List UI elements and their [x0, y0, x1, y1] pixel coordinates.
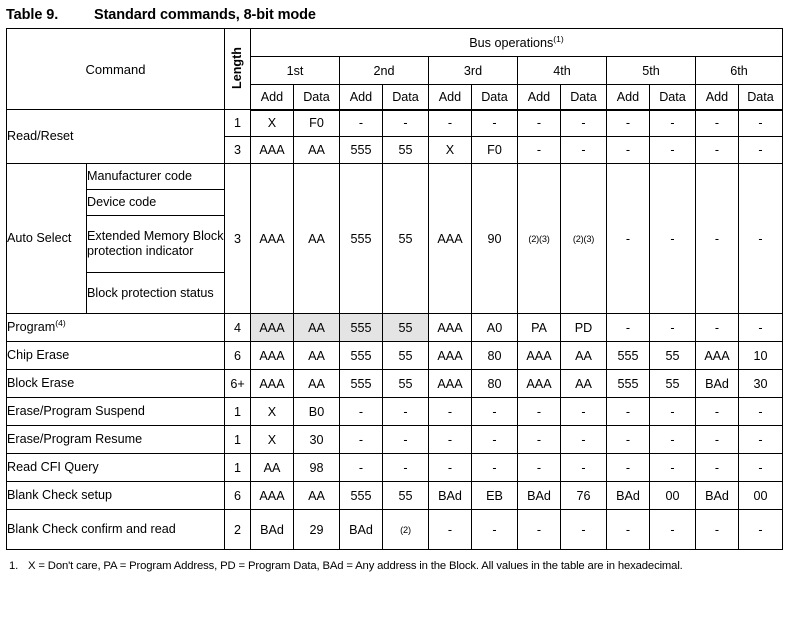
header-add-3: Add: [429, 85, 472, 110]
cell-4-add: -: [518, 137, 561, 164]
table-row: [7, 314, 783, 342]
cell-1-data: 30: [294, 426, 340, 454]
footnote-1-number: 1.: [9, 560, 19, 572]
cell-6-add: -: [696, 454, 739, 482]
cell-6-data: 30: [739, 370, 783, 398]
cell-6-data: 00: [739, 482, 783, 510]
cell-2-add: 555: [340, 370, 383, 398]
cell-4-add: -: [518, 510, 561, 550]
header-data-2: Data: [383, 85, 429, 110]
cell-2-data: 55: [383, 370, 429, 398]
cell-1-add: X: [251, 398, 294, 426]
cell-2-data: -: [383, 398, 429, 426]
row-label-blank-check-setup: Blank Check setup: [7, 482, 225, 510]
row-label-read-cfi-query: Read CFI Query: [7, 454, 225, 482]
cell-1-data: 98: [294, 454, 340, 482]
cell-3-add: AAA: [429, 370, 472, 398]
cell-2-add: 555: [340, 137, 383, 164]
cell-3-data: -: [472, 398, 518, 426]
cell-3-add: -: [429, 110, 472, 137]
row-sublabel-extended-memory-block-protection-indicator: Extended Memory Block protection indicator: [87, 216, 225, 273]
cell-1-data: AA: [294, 482, 340, 510]
cell-2-data: 55: [383, 482, 429, 510]
cell-5-add: -: [607, 454, 650, 482]
header-op-2nd: 2nd: [340, 57, 429, 85]
cell-5-data: 55: [650, 370, 696, 398]
cell-5-add: -: [607, 510, 650, 550]
header-data-3: Data: [472, 85, 518, 110]
header-op-4th: 4th: [518, 57, 607, 85]
cell-3-data: F0: [472, 137, 518, 164]
cell-5-data: 00: [650, 482, 696, 510]
cell-5-add: -: [607, 110, 650, 137]
standard-commands-table: [6, 28, 783, 550]
row-label-erase-program-resume: Erase/Program Resume: [7, 426, 225, 454]
cell-3-data: 80: [472, 370, 518, 398]
cell-4-add: PA: [518, 314, 561, 342]
cell-6-add: AAA: [696, 342, 739, 370]
row-label-auto-select: Auto Select: [7, 164, 87, 314]
cell-4-data: PD: [561, 314, 607, 342]
row-label-block-erase: Block Erase: [7, 370, 225, 398]
cell-5-data: -: [650, 110, 696, 137]
table-row: [7, 164, 783, 190]
cell-5-add: 555: [607, 342, 650, 370]
cell-3-add: -: [429, 426, 472, 454]
cell-1-data: AA: [294, 342, 340, 370]
cell-3-add: X: [429, 137, 472, 164]
cell-2-data: -: [383, 426, 429, 454]
cell-2-add: 555: [340, 482, 383, 510]
cell-5-add: BAd: [607, 482, 650, 510]
cell-length: 6+: [225, 370, 251, 398]
table-footnotes: [6, 559, 776, 573]
cell-6-data: -: [739, 426, 783, 454]
cell-2-data: -: [383, 110, 429, 137]
table-caption: [0, 0, 788, 28]
cell-1-data: F0: [294, 110, 340, 137]
cell-5-data: -: [650, 164, 696, 314]
cell-length: 1: [225, 398, 251, 426]
cell-6-add: -: [696, 164, 739, 314]
header-add-6: Add: [696, 85, 739, 110]
cell-5-add: -: [607, 398, 650, 426]
cell-1-data: AA: [294, 137, 340, 164]
header-row-group: [7, 29, 783, 57]
cell-2-data: 55: [383, 314, 429, 342]
cell-length: 4: [225, 314, 251, 342]
footnote-1: [6, 559, 776, 573]
cell-2-data: 55: [383, 164, 429, 314]
cell-3-data: -: [472, 426, 518, 454]
cell-4-data: -: [561, 510, 607, 550]
cell-4-add: (2)(3): [518, 164, 561, 314]
cell-1-add: AAA: [251, 342, 294, 370]
cell-3-add: -: [429, 510, 472, 550]
cell-length: 2: [225, 510, 251, 550]
cell-4-data: -: [561, 398, 607, 426]
cell-5-data: -: [650, 426, 696, 454]
cell-3-add: AAA: [429, 314, 472, 342]
cell-3-data: -: [472, 110, 518, 137]
cell-6-add: -: [696, 110, 739, 137]
table-row: [7, 454, 783, 482]
header-data-4: Data: [561, 85, 607, 110]
cell-1-add: AAA: [251, 482, 294, 510]
cell-1-add: AAA: [251, 137, 294, 164]
header-bus-operations: [251, 29, 783, 57]
cell-5-add: -: [607, 314, 650, 342]
cell-6-data: -: [739, 398, 783, 426]
cell-1-data: 29: [294, 510, 340, 550]
cell-4-data: AA: [561, 370, 607, 398]
row-sublabel-manufacturer-code: Manufacturer code: [87, 164, 225, 190]
cell-6-add: -: [696, 137, 739, 164]
cell-4-add: BAd: [518, 482, 561, 510]
cell-6-add: -: [696, 398, 739, 426]
cell-5-add: -: [607, 426, 650, 454]
cell-3-data: 80: [472, 342, 518, 370]
row-label-program-text: Program: [7, 320, 56, 335]
cell-length: 1: [225, 426, 251, 454]
table-row: [7, 110, 783, 137]
cell-4-add: -: [518, 110, 561, 137]
header-op-1st: 1st: [251, 57, 340, 85]
cell-6-data: 10: [739, 342, 783, 370]
cell-6-data: -: [739, 110, 783, 137]
header-add-1: Add: [251, 85, 294, 110]
cell-6-add: -: [696, 314, 739, 342]
cell-4-add: -: [518, 398, 561, 426]
cell-4-data: -: [561, 110, 607, 137]
cell-6-data: -: [739, 164, 783, 314]
table-row: [7, 426, 783, 454]
cell-6-add: BAd: [696, 482, 739, 510]
row-label-read-reset: Read/Reset: [7, 110, 225, 164]
table-row: [7, 370, 783, 398]
footnote-1-text: X = Don't care, PA = Program Address, PD = Program Data, BAd = Any address in the Block. All values in the table are in hexadecimal.: [28, 560, 683, 572]
cell-2-add: 555: [340, 164, 383, 314]
cell-1-data: B0: [294, 398, 340, 426]
cell-3-add: BAd: [429, 482, 472, 510]
cell-2-add: -: [340, 426, 383, 454]
header-add-4: Add: [518, 85, 561, 110]
cell-3-add: -: [429, 398, 472, 426]
cell-6-data: -: [739, 454, 783, 482]
cell-4-data: 76: [561, 482, 607, 510]
cell-5-data: -: [650, 314, 696, 342]
row-sublabel-device-code: Device code: [87, 190, 225, 216]
cell-5-data: -: [650, 510, 696, 550]
cell-length: 6: [225, 342, 251, 370]
row-label-blank-check-confirm-and-read: Blank Check confirm and read: [7, 510, 225, 550]
cell-2-data: 55: [383, 342, 429, 370]
cell-5-data: -: [650, 398, 696, 426]
cell-4-data: -: [561, 426, 607, 454]
cell-1-add: AAA: [251, 370, 294, 398]
row-label-chip-erase: Chip Erase: [7, 342, 225, 370]
table-body: [7, 110, 783, 550]
header-data-6: Data: [739, 85, 783, 110]
cell-6-data: -: [739, 137, 783, 164]
cell-5-add: -: [607, 137, 650, 164]
cell-2-add: 555: [340, 342, 383, 370]
table-row: [7, 342, 783, 370]
cell-1-data: AA: [294, 314, 340, 342]
row-label-program: [7, 314, 225, 342]
cell-1-data: AA: [294, 370, 340, 398]
cell-1-add: AAA: [251, 314, 294, 342]
cell-3-add: AAA: [429, 342, 472, 370]
cell-4-add: -: [518, 426, 561, 454]
cell-1-data: AA: [294, 164, 340, 314]
cell-2-add: 555: [340, 314, 383, 342]
cell-6-data: -: [739, 314, 783, 342]
cell-1-add: X: [251, 110, 294, 137]
cell-3-add: -: [429, 454, 472, 482]
cell-6-add: -: [696, 510, 739, 550]
table-row: [7, 398, 783, 426]
cell-1-add: BAd: [251, 510, 294, 550]
cell-5-data: -: [650, 137, 696, 164]
cell-4-data: (2)(3): [561, 164, 607, 314]
cell-6-data: -: [739, 510, 783, 550]
cell-1-add: AAA: [251, 164, 294, 314]
header-length: [225, 29, 251, 110]
cell-5-data: -: [650, 454, 696, 482]
cell-3-data: -: [472, 510, 518, 550]
table-row: [7, 482, 783, 510]
table-header: [7, 29, 783, 110]
cell-length: 1: [225, 110, 251, 137]
header-op-3rd: 3rd: [429, 57, 518, 85]
cell-5-add: 555: [607, 370, 650, 398]
header-bus-operations-note: (1): [553, 33, 564, 44]
header-add-2: Add: [340, 85, 383, 110]
header-data-1: Data: [294, 85, 340, 110]
cell-3-data: -: [472, 454, 518, 482]
cell-length: 1: [225, 454, 251, 482]
cell-2-add: -: [340, 110, 383, 137]
cell-4-data: AA: [561, 342, 607, 370]
header-op-5th: 5th: [607, 57, 696, 85]
cell-2-add: -: [340, 454, 383, 482]
cell-3-data: EB: [472, 482, 518, 510]
table-title: Standard commands, 8-bit mode: [94, 7, 316, 23]
cell-2-data: -: [383, 454, 429, 482]
cell-2-data: (2): [383, 510, 429, 550]
header-bus-operations-label: Bus operations: [469, 35, 554, 50]
cell-6-add: -: [696, 426, 739, 454]
header-data-5: Data: [650, 85, 696, 110]
row-label-erase-program-suspend: Erase/Program Suspend: [7, 398, 225, 426]
row-sublabel-block-protection-status: Block protection status: [87, 273, 225, 314]
header-command: Command: [7, 29, 225, 110]
cell-5-data: 55: [650, 342, 696, 370]
cell-2-add: BAd: [340, 510, 383, 550]
cell-1-add: AA: [251, 454, 294, 482]
cell-2-data: 55: [383, 137, 429, 164]
row-label-program-note: (4): [55, 317, 66, 328]
cell-3-data: 90: [472, 164, 518, 314]
cell-4-data: -: [561, 137, 607, 164]
cell-length: 3: [225, 137, 251, 164]
cell-length: 6: [225, 482, 251, 510]
cell-6-add: BAd: [696, 370, 739, 398]
cell-5-add: -: [607, 164, 650, 314]
table-row: [7, 510, 783, 550]
header-length-label: Length: [230, 46, 245, 89]
cell-4-add: AAA: [518, 342, 561, 370]
cell-4-add: AAA: [518, 370, 561, 398]
cell-length: 3: [225, 164, 251, 314]
header-op-6th: 6th: [696, 57, 783, 85]
cell-4-data: -: [561, 454, 607, 482]
cell-3-data: A0: [472, 314, 518, 342]
cell-3-add: AAA: [429, 164, 472, 314]
header-add-5: Add: [607, 85, 650, 110]
table-number: Table 9.: [6, 7, 59, 23]
cell-1-add: X: [251, 426, 294, 454]
cell-4-add: -: [518, 454, 561, 482]
cell-2-add: -: [340, 398, 383, 426]
